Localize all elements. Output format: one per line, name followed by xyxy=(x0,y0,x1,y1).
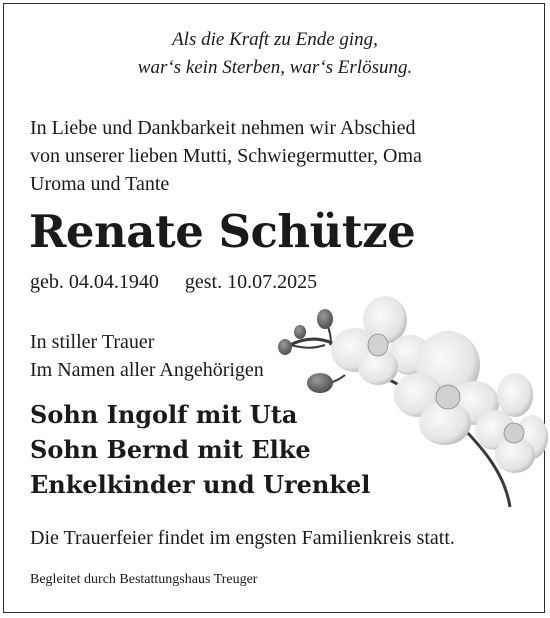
mourning-line-1: In stiller Trauer xyxy=(30,331,155,353)
death-date: gest. 10.07.2025 xyxy=(184,271,318,293)
orchid-branch-icon xyxy=(270,295,548,510)
intro-line-1: In Liebe und Dankbarkeit nehmen wir Abschied xyxy=(30,117,416,139)
family-member: Enkelkinder und Urenkel xyxy=(30,470,371,499)
quote-line-2: war‘s kein Sterben, war‘s Erlösung. xyxy=(137,57,413,78)
family-member: Sohn Bernd mit Elke xyxy=(30,435,311,464)
intro-line-2: von unserer lieben Mutti, Schwiegermutter, Oma xyxy=(30,145,422,167)
birth-date: geb. 04.04.1940 xyxy=(30,271,159,293)
deceased-name: Renate Schütze xyxy=(29,205,416,258)
opening-quote xyxy=(0,26,550,82)
quote-line-1: Als die Kraft zu Ende ging, xyxy=(172,29,378,50)
undertaker-credit: Begleitet durch Bestattungshaus Treuger xyxy=(30,572,258,587)
ceremony-note: Die Trauerfeier findet im engsten Familienkreis statt. xyxy=(30,527,455,549)
farewell-intro xyxy=(30,114,530,198)
family-member: Sohn Ingolf mit Uta xyxy=(30,400,298,429)
mourning-line-2: Im Namen aller Angehörigen xyxy=(30,359,264,381)
life-dates xyxy=(30,268,317,296)
intro-line-3: Uroma und Tante xyxy=(30,173,170,195)
mourning-block xyxy=(30,328,264,384)
